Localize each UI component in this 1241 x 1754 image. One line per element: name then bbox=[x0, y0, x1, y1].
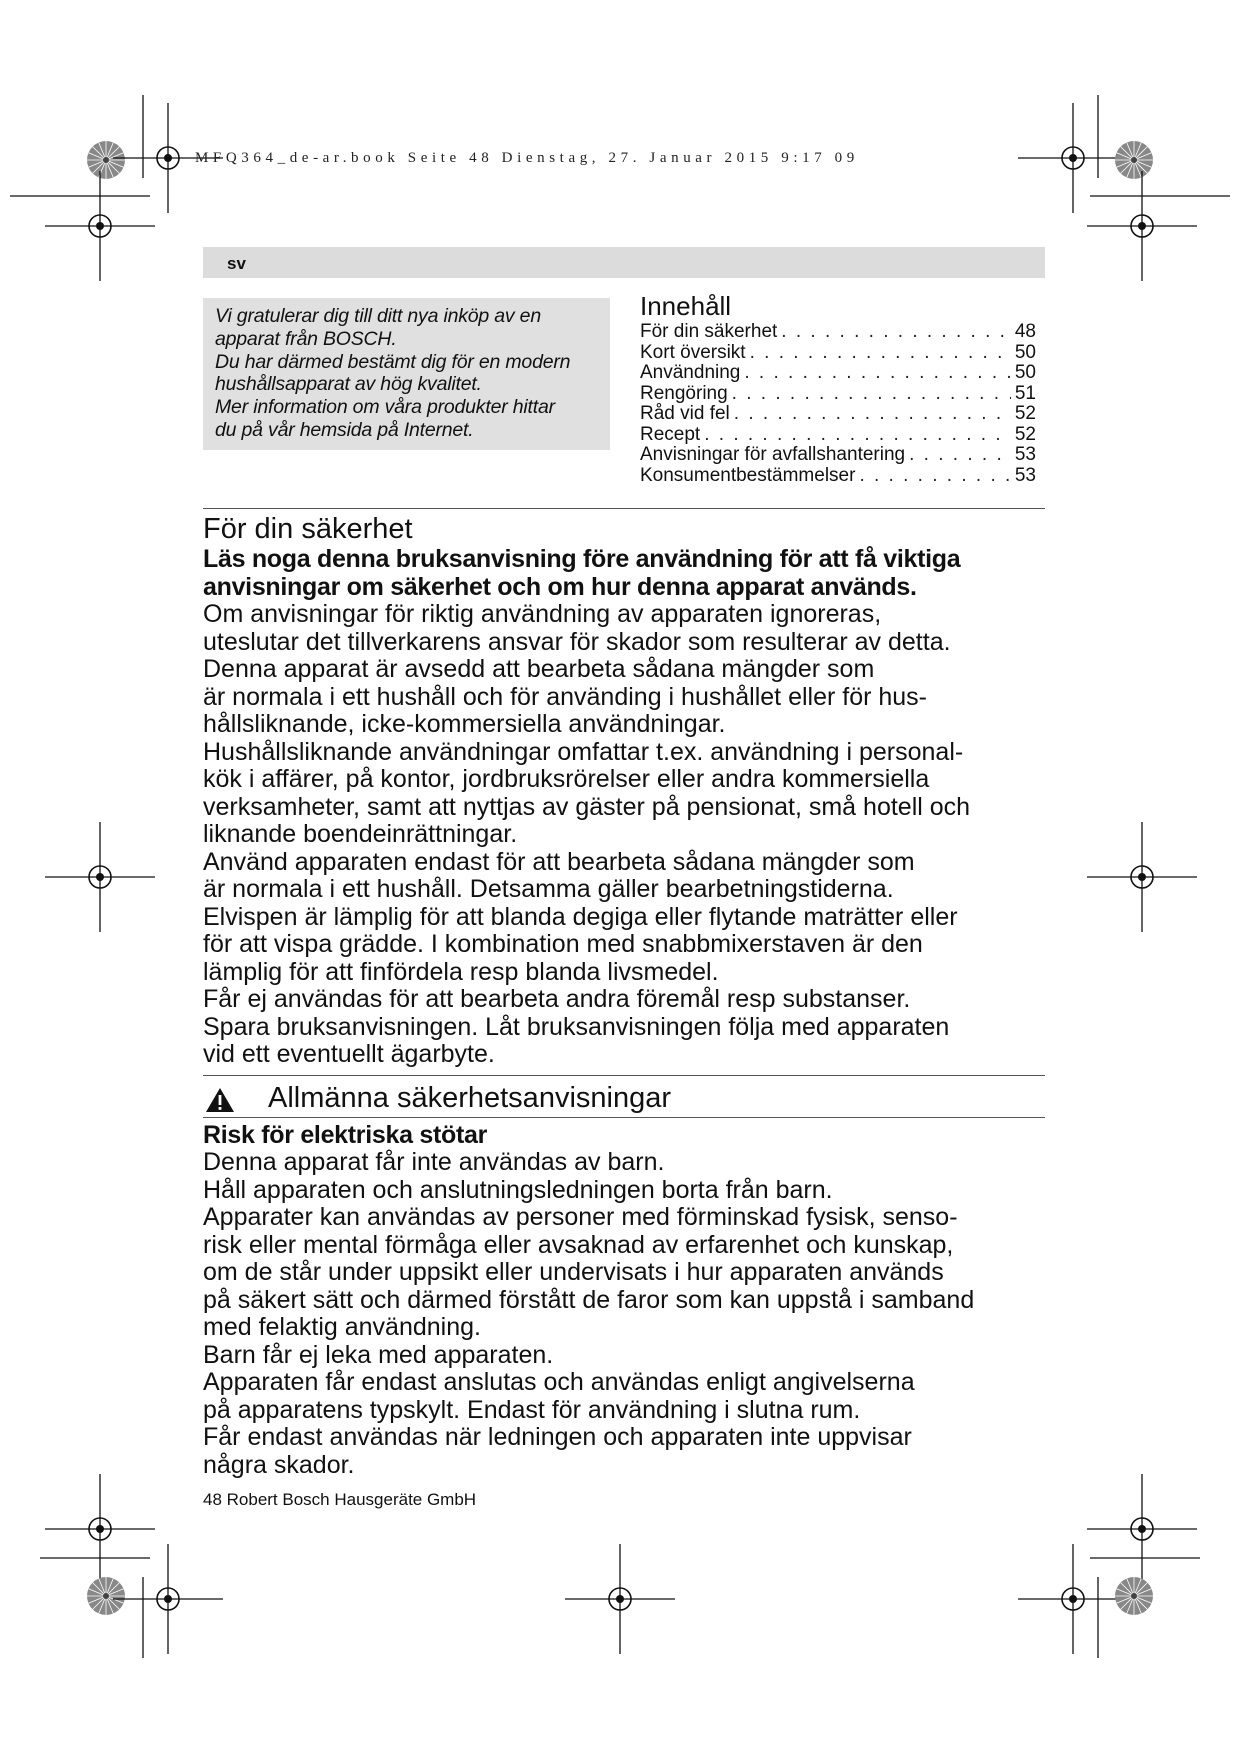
general-safety-heading-row bbox=[203, 1080, 1045, 1116]
toc-entry-page: 50 bbox=[1014, 341, 1036, 363]
toc-entry[interactable] bbox=[640, 384, 1036, 405]
section-divider bbox=[203, 1075, 1045, 1076]
toc-entry[interactable] bbox=[640, 466, 1036, 487]
body-line: Hushållsliknande användningar omfattar t.ex. användning i personal- bbox=[203, 737, 964, 766]
intro-line: apparat från BOSCH. bbox=[215, 327, 397, 350]
intro-line: du på vår hemsida på Internet. bbox=[215, 418, 474, 441]
electric-shock-subheading: Risk för elektriska stötar bbox=[203, 1121, 487, 1149]
intro-line: hushållsapparat av hög kvalitet. bbox=[215, 373, 482, 396]
section-divider bbox=[203, 508, 1045, 509]
body-line: Använd apparaten endast för att bearbeta sådana mängder som bbox=[203, 847, 915, 876]
toc-entry-label: Konsumentbestämmelser bbox=[640, 464, 856, 486]
lead-line: Läs noga denna bruksanvisning före användning för att få viktiga bbox=[203, 545, 961, 573]
toc-entry[interactable] bbox=[640, 363, 1036, 384]
body-line: om de står under uppsikt eller undervisats i hur apparaten används bbox=[203, 1258, 944, 1286]
toc-entry-label: Råd vid fel bbox=[640, 403, 730, 424]
toc-entry-label: Recept bbox=[640, 423, 701, 445]
toc-entry-page: 53 bbox=[1014, 464, 1036, 486]
toc-entry[interactable] bbox=[640, 404, 1036, 425]
toc-entry[interactable] bbox=[640, 322, 1036, 343]
body-line: är normala i ett hushåll och för använding i hushållet eller för hus- bbox=[203, 682, 928, 711]
toc-entry-page: 51 bbox=[1014, 382, 1036, 404]
intro-line: Du har därmed bestämt dig för en modern bbox=[215, 350, 571, 373]
body-line: Håll apparaten och anslutningsledningen borta från barn. bbox=[203, 1175, 833, 1204]
language-tag: sv bbox=[227, 254, 246, 273]
body-line: Elvispen är lämplig för att blanda degiga eller flytande maträtter eller bbox=[203, 902, 958, 931]
intro-box bbox=[203, 298, 610, 450]
toc-entry-label: Kort översikt bbox=[640, 341, 746, 363]
body-line: Om anvisningar för riktig användning av apparaten ignoreras, bbox=[203, 600, 882, 628]
safety-body bbox=[203, 601, 1063, 1069]
body-line: Apparater kan användas av personer med förminskad fysisk, senso- bbox=[203, 1203, 958, 1231]
toc-entry[interactable] bbox=[640, 445, 1036, 466]
body-line: vid ett eventuellt ägarbyte. bbox=[203, 1040, 495, 1068]
body-line: några skador. bbox=[203, 1450, 355, 1479]
body-line: Får ej användas för att bearbeta andra föremål resp substanser. bbox=[203, 985, 911, 1013]
toc-entry-page: 48 bbox=[1014, 321, 1036, 342]
body-line: med felaktig användning. bbox=[203, 1313, 481, 1341]
general-safety-section bbox=[203, 1121, 1063, 1479]
body-line: uteslutar det tillverkarens ansvar för skador som resulterar av detta. bbox=[203, 627, 951, 656]
intro-line: Mer information om våra produkter hittar bbox=[215, 396, 555, 419]
toc-entry[interactable] bbox=[640, 343, 1036, 364]
intro-line: Vi gratulerar dig till ditt nya inköp av en bbox=[215, 305, 541, 327]
body-line: för att vispa grädde. I kombination med snabbmixerstaven är den bbox=[203, 930, 923, 958]
body-line: Denna apparat är avsedd att bearbeta sådana mängder som bbox=[203, 655, 875, 683]
body-line: kök i affärer, på kontor, jordbruksrörelser eller andra kommersiella bbox=[203, 765, 930, 793]
toc-title: Innehåll bbox=[640, 291, 732, 321]
toc-entry-page: 50 bbox=[1014, 362, 1036, 383]
toc-entry-label: För din säkerhet bbox=[640, 321, 778, 342]
body-line: Apparaten får endast anslutas och användas enligt angivelserna bbox=[203, 1368, 915, 1396]
lead-line: anvisningar om säkerhet och om hur denna apparat används. bbox=[203, 572, 917, 601]
body-line: hållsliknande, icke-kommersiella användningar. bbox=[203, 710, 726, 738]
table-of-contents bbox=[640, 290, 1036, 486]
language-bar bbox=[203, 247, 1045, 278]
section-divider bbox=[203, 1117, 1045, 1118]
general-safety-heading: Allmänna säkerhetsanvisningar bbox=[268, 1082, 671, 1114]
body-line: lämplig för att finfördela resp blanda livsmedel. bbox=[203, 957, 719, 986]
toc-entry-page: 53 bbox=[1014, 444, 1036, 465]
general-safety-body bbox=[203, 1149, 1063, 1479]
toc-entry-label: Rengöring bbox=[640, 382, 728, 404]
safety-heading: För din säkerhet bbox=[203, 513, 413, 545]
safety-lead bbox=[203, 546, 1063, 601]
body-line: på apparatens typskylt. Endast för användning i slutna rum. bbox=[203, 1395, 861, 1424]
toc-entry-label: Anvisningar för avfallshantering bbox=[640, 444, 906, 465]
toc-entry[interactable] bbox=[640, 425, 1036, 446]
body-line: verksamheter, samt att nyttjas av gäster på pensionat, små hotell och bbox=[203, 792, 971, 821]
body-line: Får endast användas när ledningen och apparaten inte uppvisar bbox=[203, 1423, 912, 1451]
body-line: risk eller mental förmåga eller avsaknad av erfarenhet och kunskap, bbox=[203, 1230, 954, 1259]
body-line: Denna apparat får inte användas av barn. bbox=[203, 1148, 665, 1176]
toc-entry-page: 52 bbox=[1014, 423, 1036, 445]
warning-icon bbox=[205, 1087, 235, 1113]
print-header: MFQ364_de-ar.book Seite 48 Dienstag, 27. Januar 2015 9:17 09 bbox=[195, 150, 859, 166]
body-line: är normala i ett hushåll. Detsamma gäller bearbetningstiderna. bbox=[203, 875, 894, 903]
page-footer: 48 Robert Bosch Hausgeräte GmbH bbox=[203, 1490, 477, 1509]
toc-entry-page: 52 bbox=[1014, 403, 1036, 424]
body-line: liknande boendeinrättningar. bbox=[203, 820, 518, 848]
body-line: Barn får ej leka med apparaten. bbox=[203, 1340, 554, 1369]
body-line: Spara bruksanvisningen. Låt bruksanvisningen följa med apparaten bbox=[203, 1012, 950, 1041]
body-line: på säkert sätt och därmed förstått de faror som kan uppstå i samband bbox=[203, 1285, 975, 1314]
safety-section bbox=[203, 512, 1063, 1069]
toc-entry-label: Användning bbox=[640, 362, 741, 383]
